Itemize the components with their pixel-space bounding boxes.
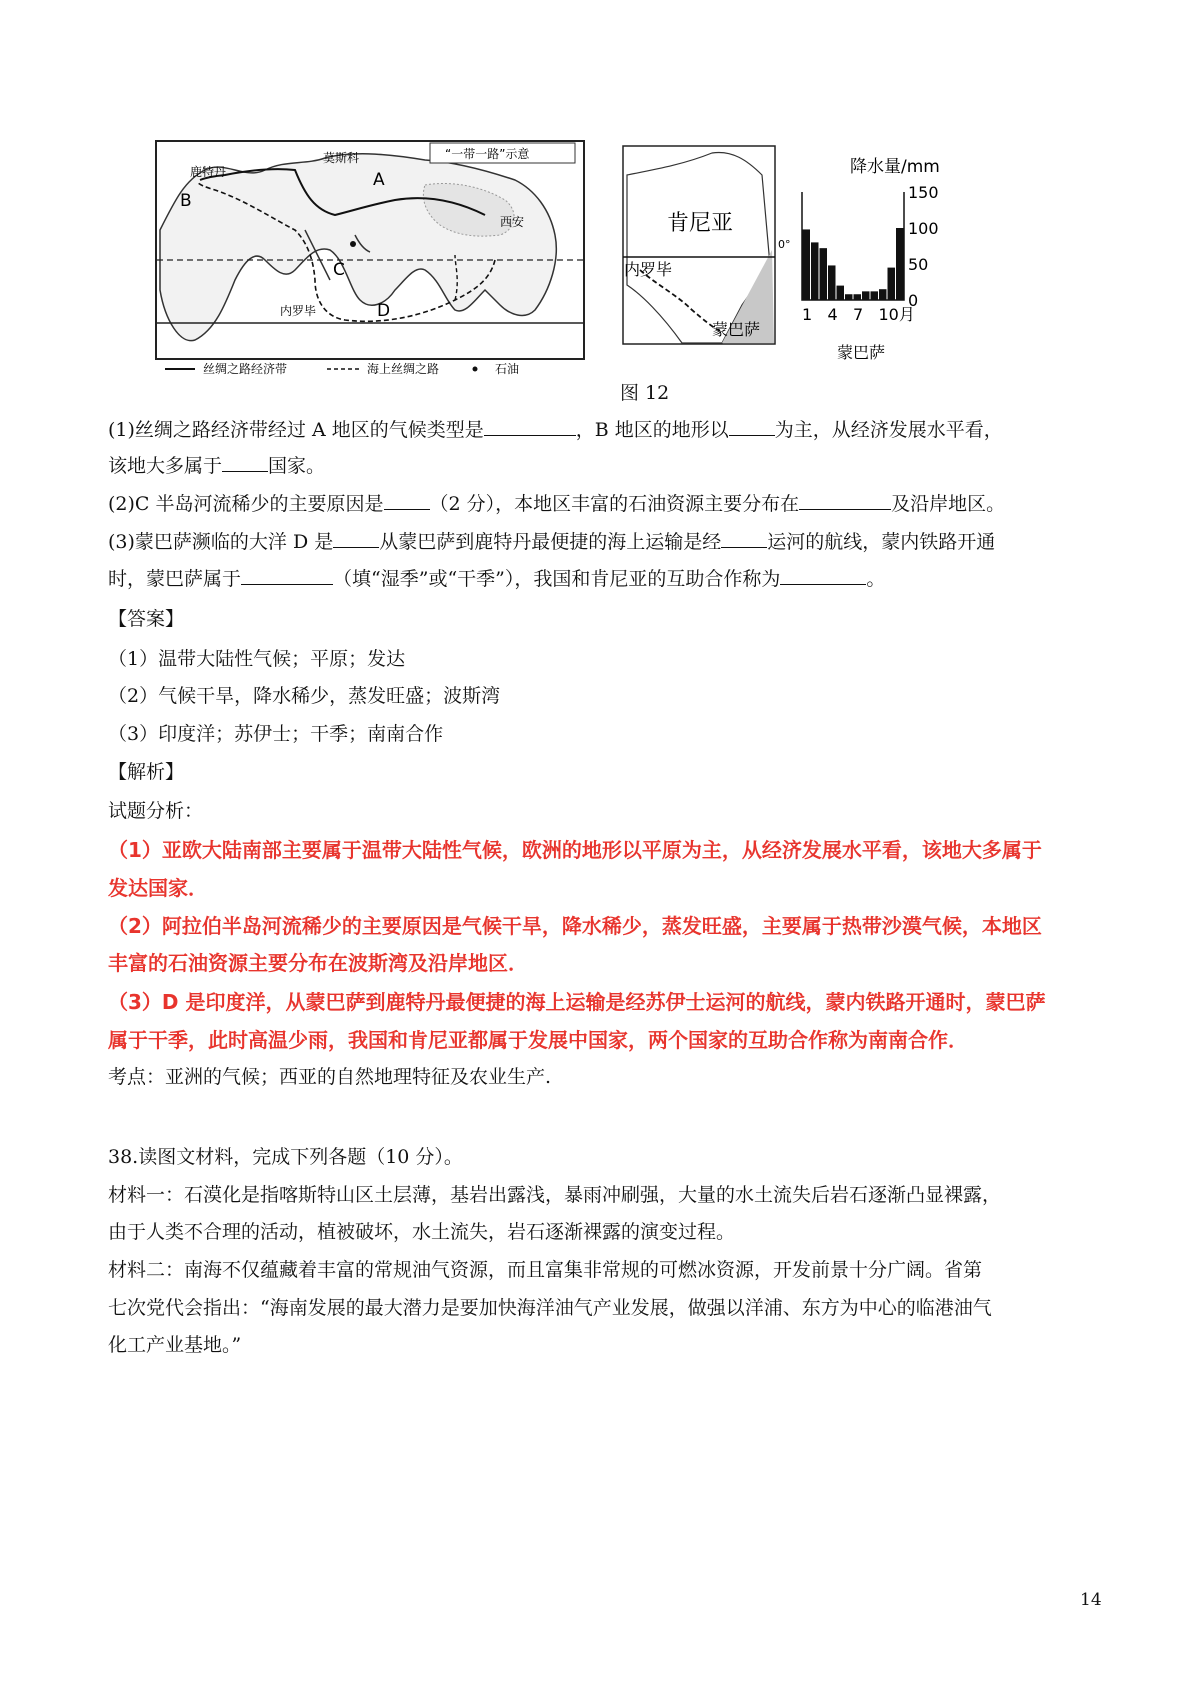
question-1-line-2: 该地大多属于 国家。 [108, 455, 326, 477]
analysis-heading: 【解析】 [108, 761, 185, 783]
bar-month-5 [837, 286, 845, 300]
y-tick-label: 50 [908, 255, 929, 274]
bar-month-6 [845, 294, 853, 300]
mombasa-climate-chart [792, 148, 962, 363]
question-1-line-1: (1)丝绸之路经济带经过 A 地区的气候类型是 ，B 地区的地形以 为主，从经济发展水平看， [108, 419, 1003, 441]
blank-3b[interactable] [721, 529, 767, 548]
bar-month-9 [871, 291, 879, 300]
question-3-line-1: (3)蒙巴萨濒临的大洋 D 是 从蒙巴萨到鹿特丹最便捷的海上运输是经 运河的航线，蒙内铁路开通 [108, 531, 996, 553]
chart-xlabel: 蒙巴萨 [837, 343, 886, 362]
analysis-3-line-2: 属于干季，此时高温少雨，我国和肯尼亚都属于发展中国家，两个国家的互助合作称为南南合作． [108, 1028, 968, 1052]
map-title: “一带一路”示意 [445, 147, 530, 161]
bar-month-1 [803, 229, 811, 300]
label-moscow: 莫斯科 [323, 151, 360, 165]
blank-3d[interactable] [780, 566, 866, 585]
blank-1a[interactable] [484, 417, 576, 436]
figure-caption: 图 12 [620, 382, 670, 404]
analysis-intro: 试题分析： [108, 800, 204, 822]
y-tick-label: 100 [908, 219, 939, 238]
legend-oil: 石油 [495, 362, 520, 376]
y-tick-label: 0 [908, 291, 919, 310]
x-tick-label: 1 [802, 305, 813, 324]
chart-title: 降水量/mm [850, 157, 940, 177]
page-number: 14 [1080, 1590, 1102, 1610]
blank-3c[interactable] [241, 566, 333, 585]
answer-3: （3）印度洋；苏伊士；干季；南南合作 [108, 723, 444, 745]
x-tick-label: 4 [827, 305, 838, 324]
y-tick-label: 150 [908, 183, 939, 202]
analysis-2-line-1: （2）阿拉伯半岛河流稀少的主要原因是气候干旱，降水稀少，蒸发旺盛，主要属于热带沙漠气候，本地区 [108, 914, 1042, 938]
label-nairobi-map: 内罗毕 [280, 304, 317, 318]
x-tick-label: 10月 [878, 305, 915, 324]
bar-month-8 [862, 291, 870, 300]
bar-month-10 [879, 289, 887, 300]
q38-material-2-line-2: 七次党代会指出：“海南发展的最大潜力是要加快海洋油气产业发展，做强以洋浦、东方为中心的临港油气 [108, 1297, 992, 1319]
answer-heading: 【答案】 [108, 608, 185, 630]
blank-1b[interactable] [729, 417, 775, 436]
label-d: D [377, 301, 391, 321]
label-xian: 西安 [500, 215, 525, 229]
label-rotterdam: 鹿特丹 [190, 165, 227, 179]
label-c: C [333, 260, 345, 280]
equator-label: 0° [778, 238, 791, 251]
q38-title: 38.读图文材料，完成下列各题（10 分）。 [108, 1146, 463, 1168]
q38-material-2-line-1: 材料二：南海不仅蕴藏着丰富的常规油气资源，而且富集非常规的可燃冰资源，开发前景十分广阔。省第 [108, 1259, 983, 1281]
q38-material-1-line-2: 由于人类不合理的活动，植被破坏，水土流失，岩石逐渐裸露的演变过程。 [108, 1221, 736, 1243]
question-2-line-1: (2)C 半岛河流稀少的主要原因是 （2 分），本地区丰富的石油资源主要分布在 及沿岸地区。 [108, 493, 1006, 515]
analysis-3-line-1: （3）D 是印度洋，从蒙巴萨到鹿特丹最便捷的海上运输是经苏伊士运河的航线，蒙内铁路开通时，蒙巴萨 [108, 990, 1046, 1014]
blank-1c[interactable] [222, 453, 268, 472]
label-a: A [373, 170, 385, 190]
label-b: B [180, 191, 192, 211]
question-3-line-2: 时，蒙巴萨属于 （填“湿季”或“干季”），我国和肯尼亚的互助合作称为 。 [108, 568, 886, 590]
x-tick-label: 7 [853, 305, 864, 324]
legend-land: 丝绸之路经济带 [203, 362, 288, 376]
belt-road-map [155, 140, 585, 380]
bar-month-2 [811, 242, 819, 300]
analysis-point: 考点：亚洲的气候；西亚的自然地理特征及农业生产. [108, 1066, 552, 1088]
bar-month-12 [896, 228, 904, 300]
blank-2b[interactable] [799, 491, 891, 510]
kenya-mombasa-label: 蒙巴萨 [712, 320, 761, 339]
bar-month-7 [854, 294, 862, 300]
kenya-nairobi-label: 内罗毕 [624, 260, 673, 279]
kenya-map [622, 145, 791, 350]
answer-1: （1）温带大陆性气候；平原；发达 [108, 648, 406, 670]
blank-3a[interactable] [333, 529, 379, 548]
analysis-1-line-2: 发达国家． [108, 876, 208, 900]
answer-2: （2）气候干旱，降水稀少，蒸发旺盛；波斯湾 [108, 685, 501, 707]
bar-month-3 [820, 248, 828, 300]
kenya-country-label: 肯尼亚 [667, 211, 734, 236]
q38-material-1-line-1: 材料一：石漠化是指喀斯特山区土层薄，基岩出露浅，暴雨冲刷强，大量的水土流失后岩石逐渐凸显裸露， [108, 1184, 1002, 1206]
bar-month-11 [888, 268, 896, 300]
analysis-1-line-1: （1）亚欧大陆南部主要属于温带大陆性气候，欧洲的地形以平原为主，从经济发展水平看，该地大多属于 [108, 838, 1042, 862]
q38-material-2-line-3: 化工产业基地。” [108, 1334, 242, 1356]
analysis-2-line-2: 丰富的石油资源主要分布在波斯湾及沿岸地区． [108, 951, 528, 975]
legend-sea: 海上丝绸之路 [367, 362, 440, 376]
bar-month-4 [828, 265, 836, 300]
blank-2a[interactable] [384, 491, 430, 510]
